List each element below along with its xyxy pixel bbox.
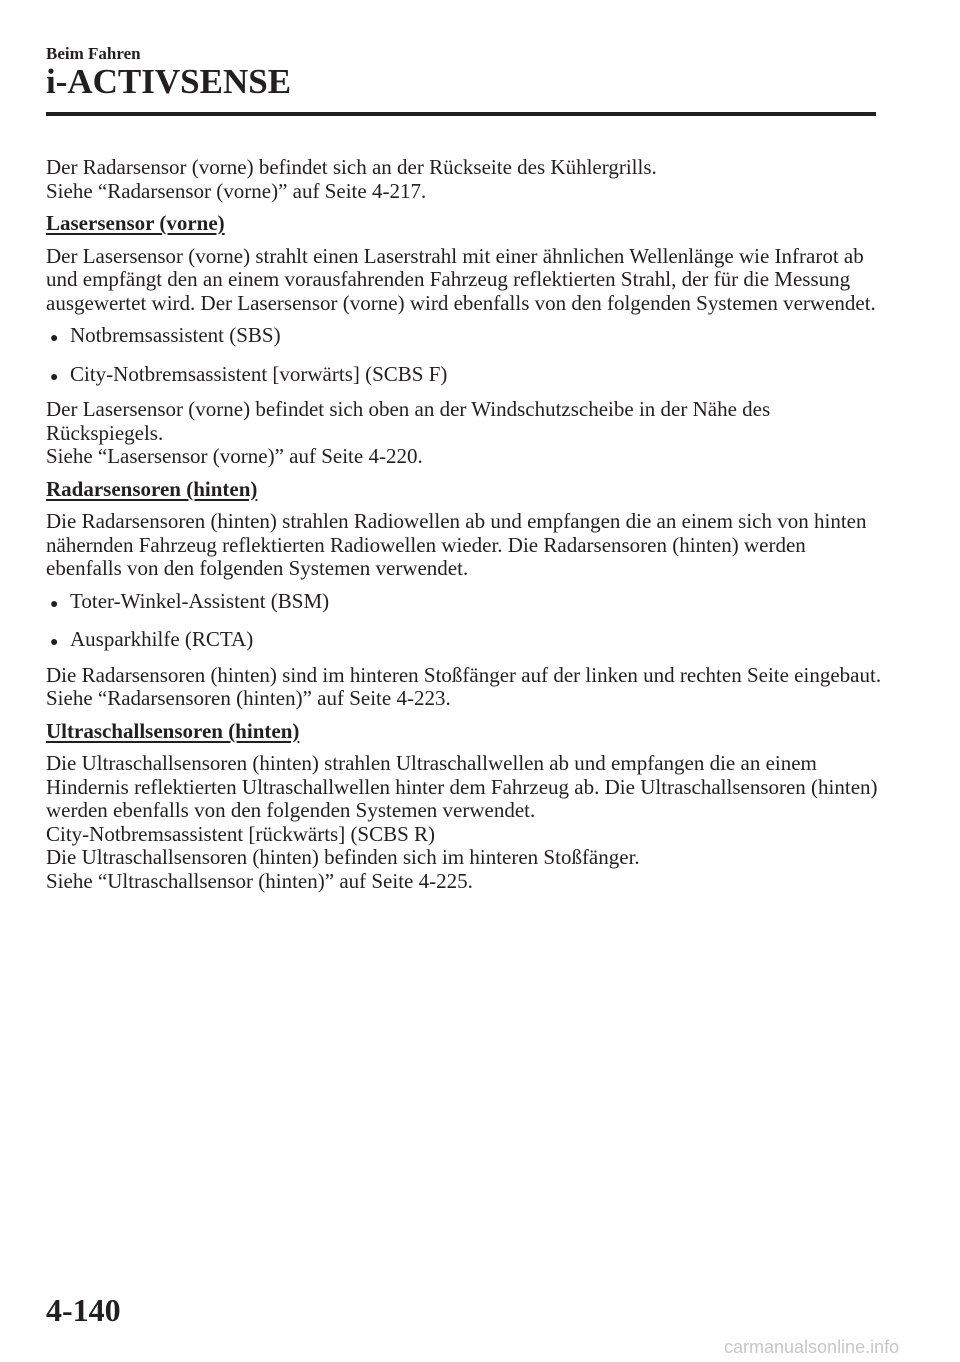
page-title: i-ACTIVSENSE (46, 62, 292, 101)
ultrasonic-system: City-Notbremsassistent [rückwärts] (SCBS R) (46, 821, 436, 846)
ultrasonic-description: Die Ultraschallsensoren (hinten) strahlen Ultraschallwellen ab und empfangen die an einem Hindernis reflektierten Ultraschallwellen hinter dem Fahrzeug ab. Die Ultraschallsensoren (hinten) werden ebenfalls von den folgenden Systemen verwendet. (46, 751, 878, 822)
list-item-text: Notbremsassistent (SBS) (70, 323, 281, 347)
ultrasonic-heading: Ultraschallsensoren (hinten) (46, 718, 300, 743)
header-divider (46, 112, 876, 116)
ultrasonic-reference: Siehe “Ultraschallsensor (hinten)” auf Seite 4-225. (46, 868, 473, 893)
main-content (46, 156, 886, 893)
watermark: carmanualsonline.info (724, 1337, 900, 1357)
list-item (46, 590, 886, 617)
laser-location: Der Lasersensor (vorne) befindet sich oben an der Windschutzscheibe in der Nähe des Rückspiegels. (46, 397, 771, 445)
bullet-icon: ● (50, 635, 59, 650)
list-item-text: Ausparkhilfe (RCTA) (70, 627, 254, 651)
intro-line-2: Siehe “Radarsensor (vorne)” auf Seite 4-217. (46, 178, 427, 203)
radar-rear-description: Die Radarsensoren (hinten) strahlen Radiowellen ab und empfangen die an einem sich von hinten nähernden Fahrzeug reflektierten Radiowellen wieder. Die Radarsensoren (hinten) werden ebenfalls von den folgenden Systemen verwendet. (46, 509, 867, 580)
bullet-icon: ● (50, 331, 59, 346)
radar-rear-system-list (46, 590, 886, 655)
radar-rear-reference: Siehe “Radarsensoren (hinten)” auf Seite 4-223. (46, 686, 451, 710)
bullet-icon: ● (50, 596, 59, 612)
bullet-icon: ● (50, 369, 59, 385)
radar-rear-heading: Radarsensoren (hinten) (46, 476, 258, 501)
radar-rear-location: Die Radarsensoren (hinten) sind im hinteren Stoßfänger auf der linken und rechten Seite eingebaut. (46, 662, 882, 687)
list-item-text: City-Notbremsassistent [vorwärts] (SCBS F) (70, 361, 448, 386)
laser-heading: Lasersensor (vorne) (46, 211, 225, 235)
laser-system-list (46, 324, 886, 389)
laser-description: Der Lasersensor (vorne) strahlt einen Laserstrahl mit einer ähnlichen Wellenlänge wie Infrarot ab und empfängt den an einem vorausfahrenden Fahrzeug reflektierten Strahl, der für die Messung ausgewertet wird. Der Lasersensor (vorne) wird ebenfalls von den folgenden Systemen verwendet. (46, 243, 876, 315)
list-item (46, 363, 886, 390)
list-item (46, 628, 886, 655)
laser-reference: Siehe “Lasersensor (vorne)” auf Seite 4-220. (46, 444, 423, 468)
page-number: 4-140 (46, 1292, 121, 1328)
list-item (46, 324, 886, 351)
list-item-text: Toter-Winkel-Assistent (BSM) (70, 588, 330, 613)
section-label: Beim Fahren (46, 44, 141, 63)
intro-line-1: Der Radarsensor (vorne) befindet sich an der Rückseite des Kühlergrills. (46, 155, 657, 179)
ultrasonic-location: Die Ultraschallsensoren (hinten) befinden sich im hinteren Stoßfänger. (46, 845, 640, 869)
